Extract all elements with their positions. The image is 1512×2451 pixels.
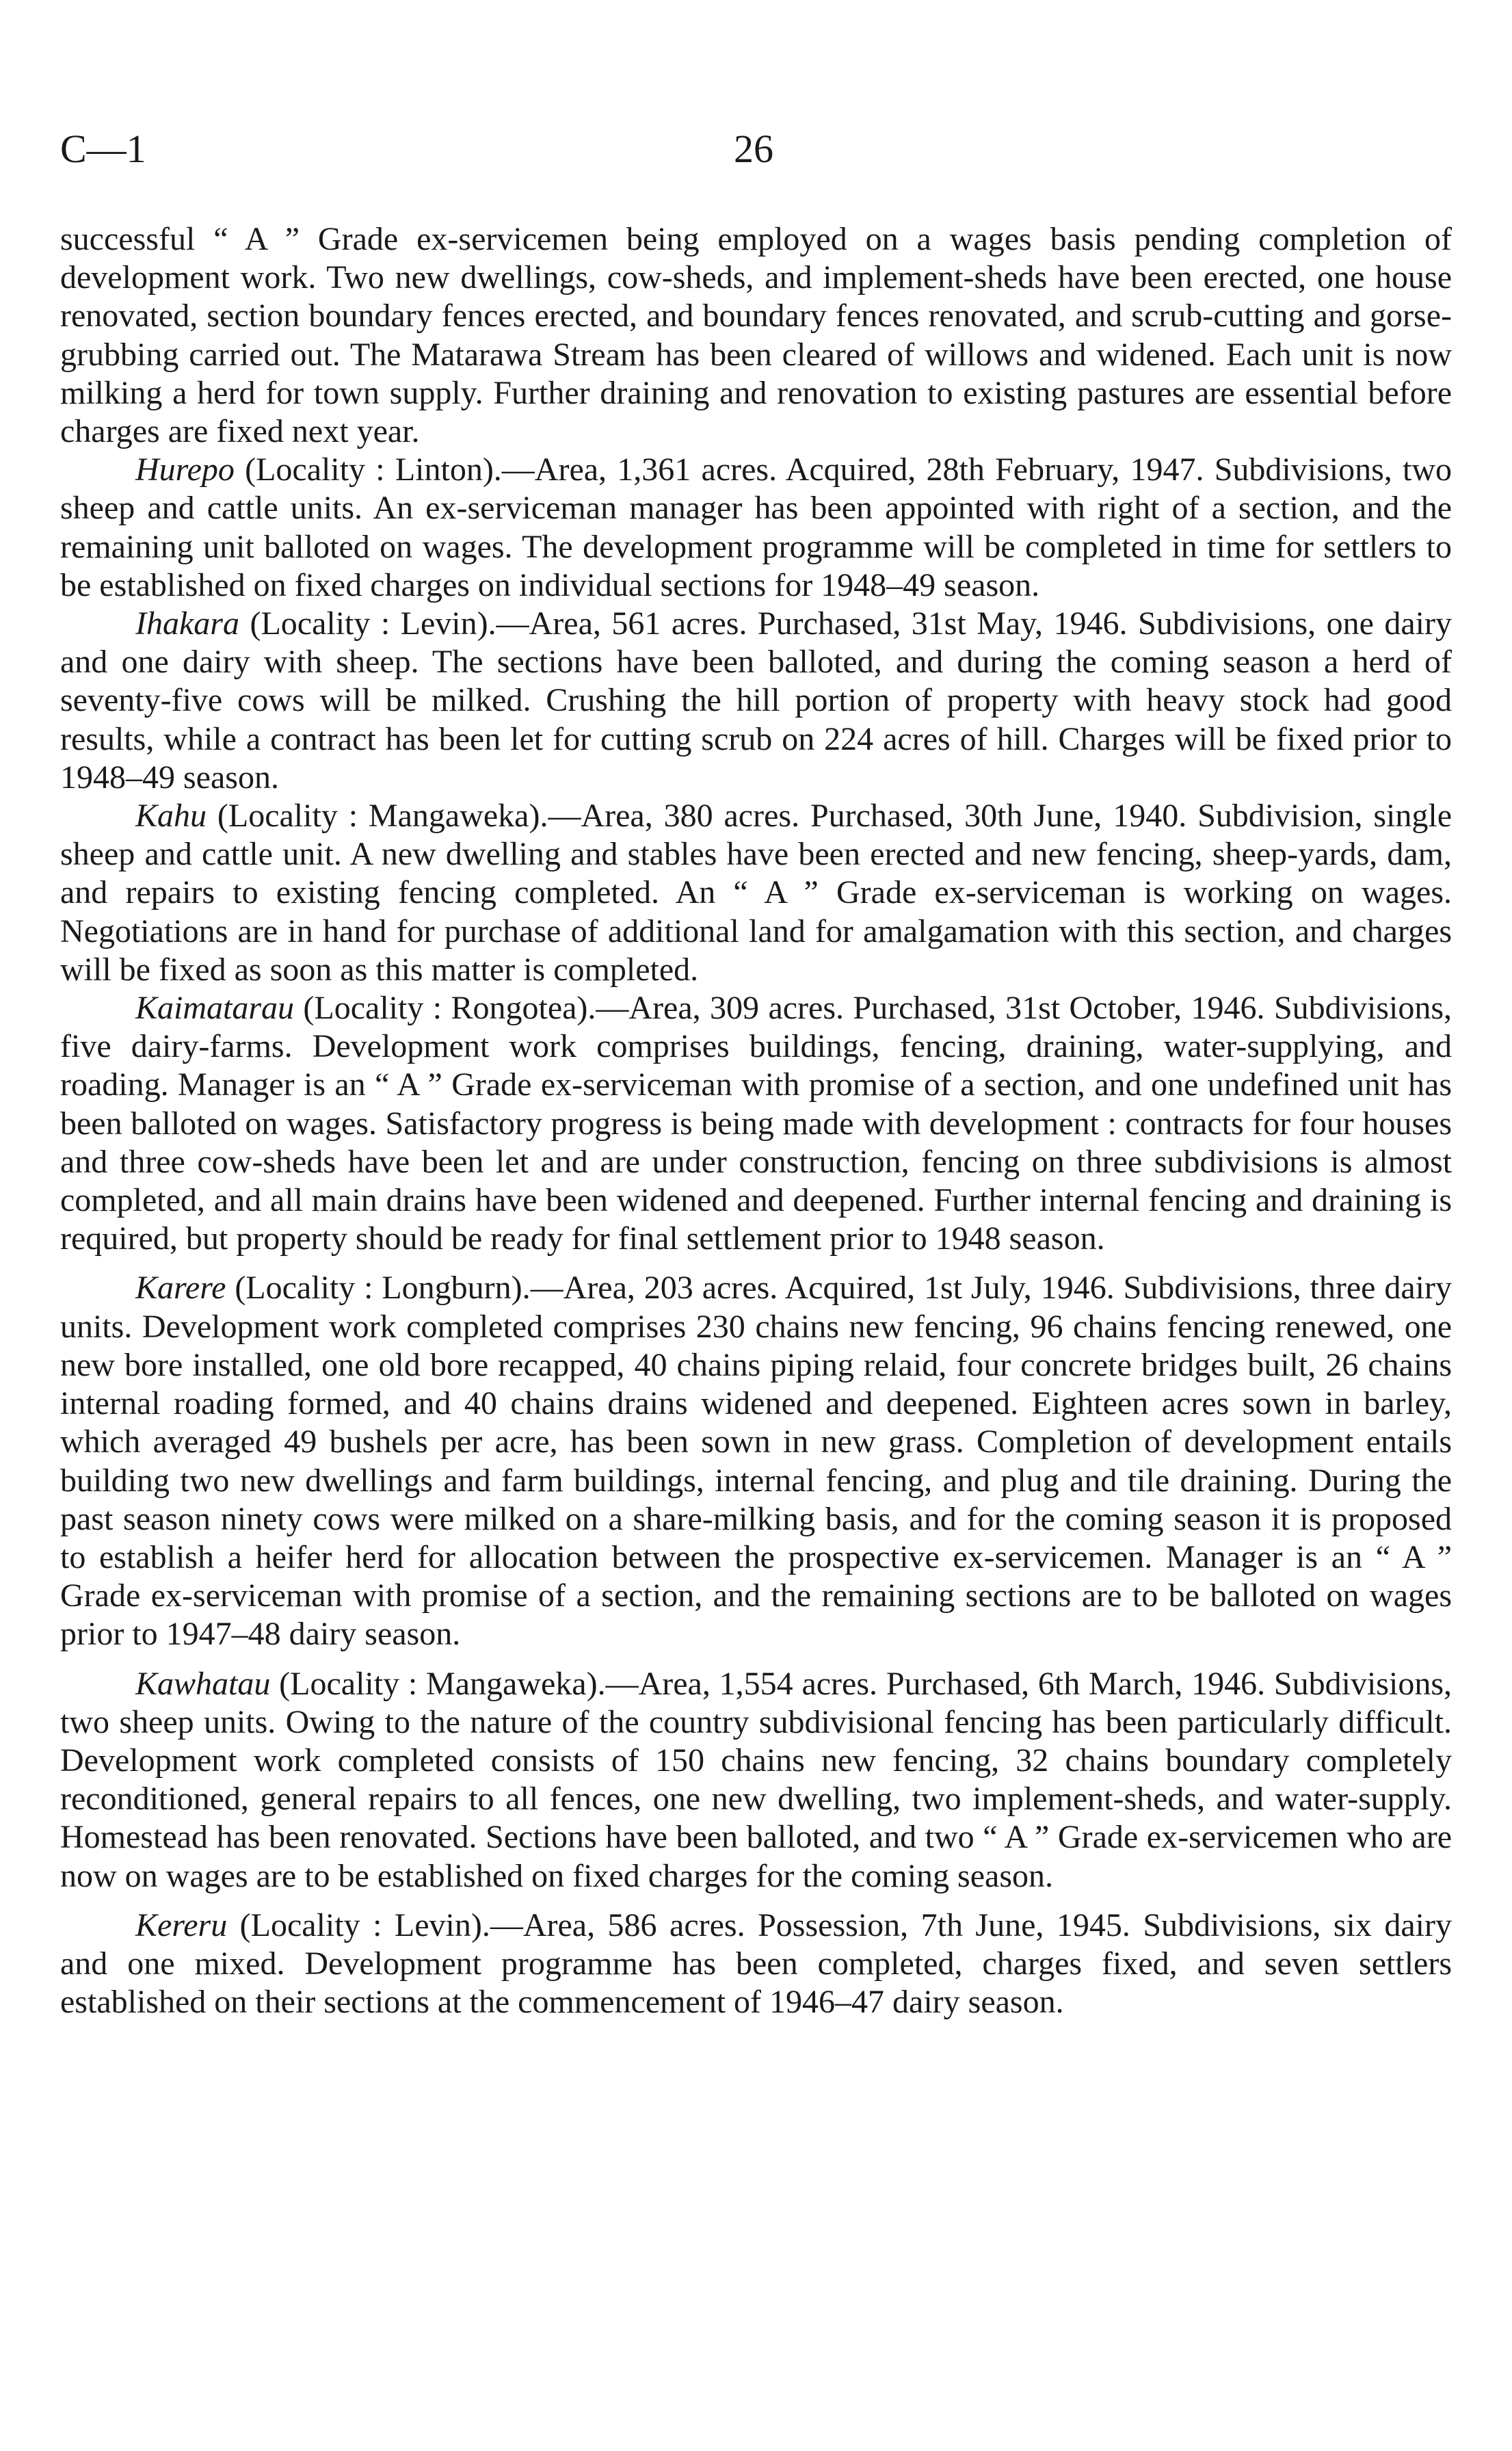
entry-name: Ihakara [135,605,239,642]
entry-text: (Locality : Levin).—Area, 586 acres. Possession, 7th June, 1945. Subdivisions, six dairy and one mixed. Development programme has been completed, charges fixed, and seven settlers established on their sections at the commencement of 1946–47 dairy season. [60,1906,1452,2021]
entry-kereru [60,1906,1452,2022]
entry-text: (Locality : Mangaweka).—Area, 380 acres. Purchased, 30th June, 1940. Subdivision, single sheep and cattle unit. A new dwelling and stables have been erected and new fencing, sheep-yards, dam, and repairs to existing fencing completed. An “ A ” Grade ex-serviceman is working on wages. Negotiations are in hand for purchase of additional land for amalgamation with this section, and charges will be fixed as soon as this matter is completed. [60,798,1452,988]
page-header [60,122,1452,176]
entry-hurepo [60,451,1452,605]
entry-name: Karere [135,1270,226,1307]
entry-kahu [60,797,1452,989]
entry-name: Kaimatarau [135,990,295,1027]
page-number: 26 [734,127,773,171]
entry-text: (Locality : Levin).—Area, 561 acres. Purchased, 31st May, 1946. Subdivisions, one dairy and one dairy with sheep. The sections have been balloted, and during the coming season a herd of seventy-five cows will be milked. Crushing the hill portion of property with heavy stock had good results, while a contract has been let for cutting scrub on 224 acres of hill. Charges will be fixed prior to 1948–49 season. [60,605,1452,796]
entry-name: Kahu [135,798,207,835]
entry-text: (Locality : Mangaweka).—Area, 1,554 acres. Purchased, 6th March, 1946. Subdivisions, two sheep units. Owing to the nature of the country subdivisional fencing has been particularly difficult. Development work completed consists of 150 chains new fencing, 32 chains boundary completely reconditioned, general repairs to all fences, one new dwelling, two implement-sheds, and water-supply. Homestead has been renovated. Sections have been balloted, and two “ A ” Grade ex-servicemen who are now on wages are to be established on fixed charges for the coming season. [60,1665,1452,1894]
entry-text: (Locality : Linton).—Area, 1,361 acres. Acquired, 28th February, 1947. Subdivisions, two sheep and cattle units. An ex-serviceman manager has been appointed with right of a section, and the remaining unit balloted on wages. The development programme will be completed in time for settlers to be established on fixed charges on individual sections for 1948–49 season. [60,451,1452,603]
entry-kaimatarau [60,989,1452,1258]
entry-karere [60,1269,1452,1653]
entry-text: (Locality : Longburn).—Area, 203 acres. Acquired, 1st July, 1946. Subdivisions, three dairy units. Development work completed comprises 230 chains new fencing, 96 chains fencing renewed, one new bore installed, one old bore recapped, 40 chains piping relaid, four concrete bridges built, 26 chains internal roading formed, and 40 chains drains widened and deepened. Eighteen acres sown in barley, which averaged 49 bushels per acre, has been sown in new grass. Completion of development entails building two new dwellings and farm buildings, internal fencing, and plug and tile draining. During the past season ninety cows were milked on a share-milking basis, and for the coming season it is proposed to establish a heifer herd for allocation between the prospective ex-servicemen. Manager is an “ A ” Grade ex-serviceman with promise of a section, and the remaining sections are to be balloted on wages prior to 1947–48 dairy season. [60,1270,1452,1653]
body-text [60,220,1452,2021]
entry-name: Kawhatau [135,1665,271,1702]
entry-name: Hurepo [135,451,235,488]
intro-paragraph: successful “ A ” Grade ex-servicemen being employed on a wages basis pending completion of development work. Two new dwellings, cow-sheds, and implement-sheds have been erected, one house renovated, section boundary fences erected, and boundary fences renovated, and scrub-cutting and gorse-grubbing carried out. The Matarawa Stream has been cleared of willows and widened. Each unit is now milking a herd for town supply. Further draining and renovation to existing pastures are essential before charges are fixed next year. [60,221,1452,450]
document-code: C—1 [60,127,146,171]
entry-name: Kereru [135,1906,228,1943]
entry-text: (Locality : Rongotea).—Area, 309 acres. Purchased, 31st October, 1946. Subdivisions, five dairy-farms. Development work comprises buildings, fencing, draining, water-supplying, and roading. Manager is an “ A ” Grade ex-serviceman with promise of a section, and one undefined unit has been balloted on wages. Satisfactory progress is being made with development : contracts for four houses and three cow-sheds have been let and are under construction, fencing on three subdivisions is almost completed, and all main drains have been widened and deepened. Further internal fencing and draining is required, but property should be ready for final settlement prior to 1948 season. [60,990,1452,1257]
entry-ihakara [60,605,1452,797]
entry-kawhatau [60,1665,1452,1896]
